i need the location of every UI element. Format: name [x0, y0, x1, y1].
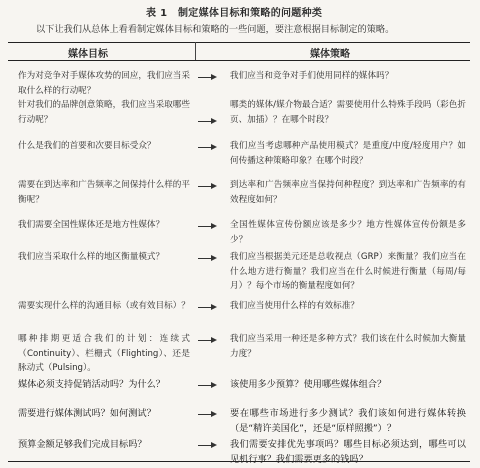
arrow-right-icon — [198, 223, 218, 231]
media-goal-cell: 需要进行媒体测试吗？如何测试？ — [18, 408, 156, 419]
header-strategies: 媒体策略 — [310, 49, 350, 60]
header-goals: 媒体目标 — [68, 49, 108, 60]
arrow-right-icon — [198, 255, 218, 263]
media-strategy-cell: 我们应当根据美元还是总收视点（GRP）来衡量？我们应当在什么地方进行衡量？我们应当在什么时候进行衡量（每周/每月）？每个市场的衡量程度如何？ — [230, 252, 466, 291]
table-bottom-rule — [8, 461, 470, 462]
header-rule — [8, 60, 470, 61]
media-strategy-cell: 我们需要安排优先事项吗？哪些目标必须达到，哪些可以见机行事？我们需要更多的钱吗？ — [230, 439, 466, 465]
arrow-right-icon — [198, 382, 218, 390]
media-strategy-cell: 该使用多少预算？使用哪些媒体组合？ — [230, 379, 387, 390]
arrow-right-icon — [198, 304, 218, 312]
arrow-right-icon — [198, 411, 218, 419]
arrow-right-icon — [198, 183, 218, 191]
arrow-right-icon — [198, 74, 218, 82]
media-strategy-cell: 全国性媒体宣传份额应该是多少？地方性媒体宣传份额是多少？ — [230, 220, 466, 245]
header-divider — [195, 42, 196, 60]
table-title: 制定媒体目标和策略的问题种类 — [178, 8, 323, 19]
media-strategy-cell: 到达率和广告频率应当保持何种程度？到达率和广告频率的有效程度如何？ — [230, 180, 466, 205]
media-goal-cell: 我们需要全国性媒体还是地方性媒体？ — [18, 220, 165, 230]
goals-strategies-table — [8, 42, 470, 465]
media-goal-cell: 哪种排期更适合我们的计划：连续式（Continuity）、栏栅式（Flighting）、还是脉动式（Pulsing）。 — [18, 334, 190, 373]
media-goal-cell: 需要在到达率和广告频率之间保持什么样的平衡呢？ — [18, 180, 190, 205]
arrow-right-icon — [198, 337, 218, 345]
media-strategy-cell: 我们应当采用一种还是多种方式？我们该在什么时候加大衡量力度？ — [230, 334, 466, 359]
media-goal-cell: 作为对竞争对手媒体攻势的回应，我们应当采取什么样的行动呢？ — [18, 71, 190, 96]
media-goal-cell: 我们应当采取什么样的地区衡量模式？ — [18, 252, 165, 262]
table-number: 表 1 — [146, 8, 168, 19]
media-goal-cell: 针对我们的品牌创意策略，我们应当采取哪些行动呢？ — [18, 100, 190, 125]
media-strategy-cell: 我们应当和竞争对手们使用同样的媒体吗？ — [230, 71, 394, 81]
arrow-right-icon — [198, 442, 218, 450]
arrow-right-icon — [198, 144, 218, 152]
media-strategy-cell: 我们应当考虑哪种产品使用模式？是重度/中度/轻度用户？如何传播这种策略印象？在哪个时段？ — [230, 141, 466, 166]
media-goal-cell: 媒体必须支持促销活动吗？为什么？ — [18, 379, 165, 390]
arrow-right-icon — [198, 118, 218, 126]
media-goal-cell: 预算金额足够我们完成目标吗？ — [18, 439, 147, 450]
media-strategy-cell: 哪类的媒体/媒介物最合适？需要使用什么特殊手段吗（彩色折页、加插）？在哪个时段？ — [230, 100, 466, 125]
media-strategy-cell: 我们应当使用什么样的有效标准？ — [230, 301, 359, 311]
media-strategy-cell: 要在哪些市场进行多少测试？我们该如何进行媒体转换（是“精许美国化”，还是“原样照搬”）？ — [230, 408, 466, 434]
media-goal-cell: 需要实现什么样的沟通目标（或有效目标）？ — [18, 301, 190, 311]
table-top-rule — [8, 42, 470, 43]
intro-text: 以下让我们从总体上看看制定媒体目标和策略的一些问题，要注意根据目标制定的策略。 — [36, 24, 395, 35]
media-goal-cell: 什么是我们的首要和次要目标受众？ — [18, 141, 156, 151]
